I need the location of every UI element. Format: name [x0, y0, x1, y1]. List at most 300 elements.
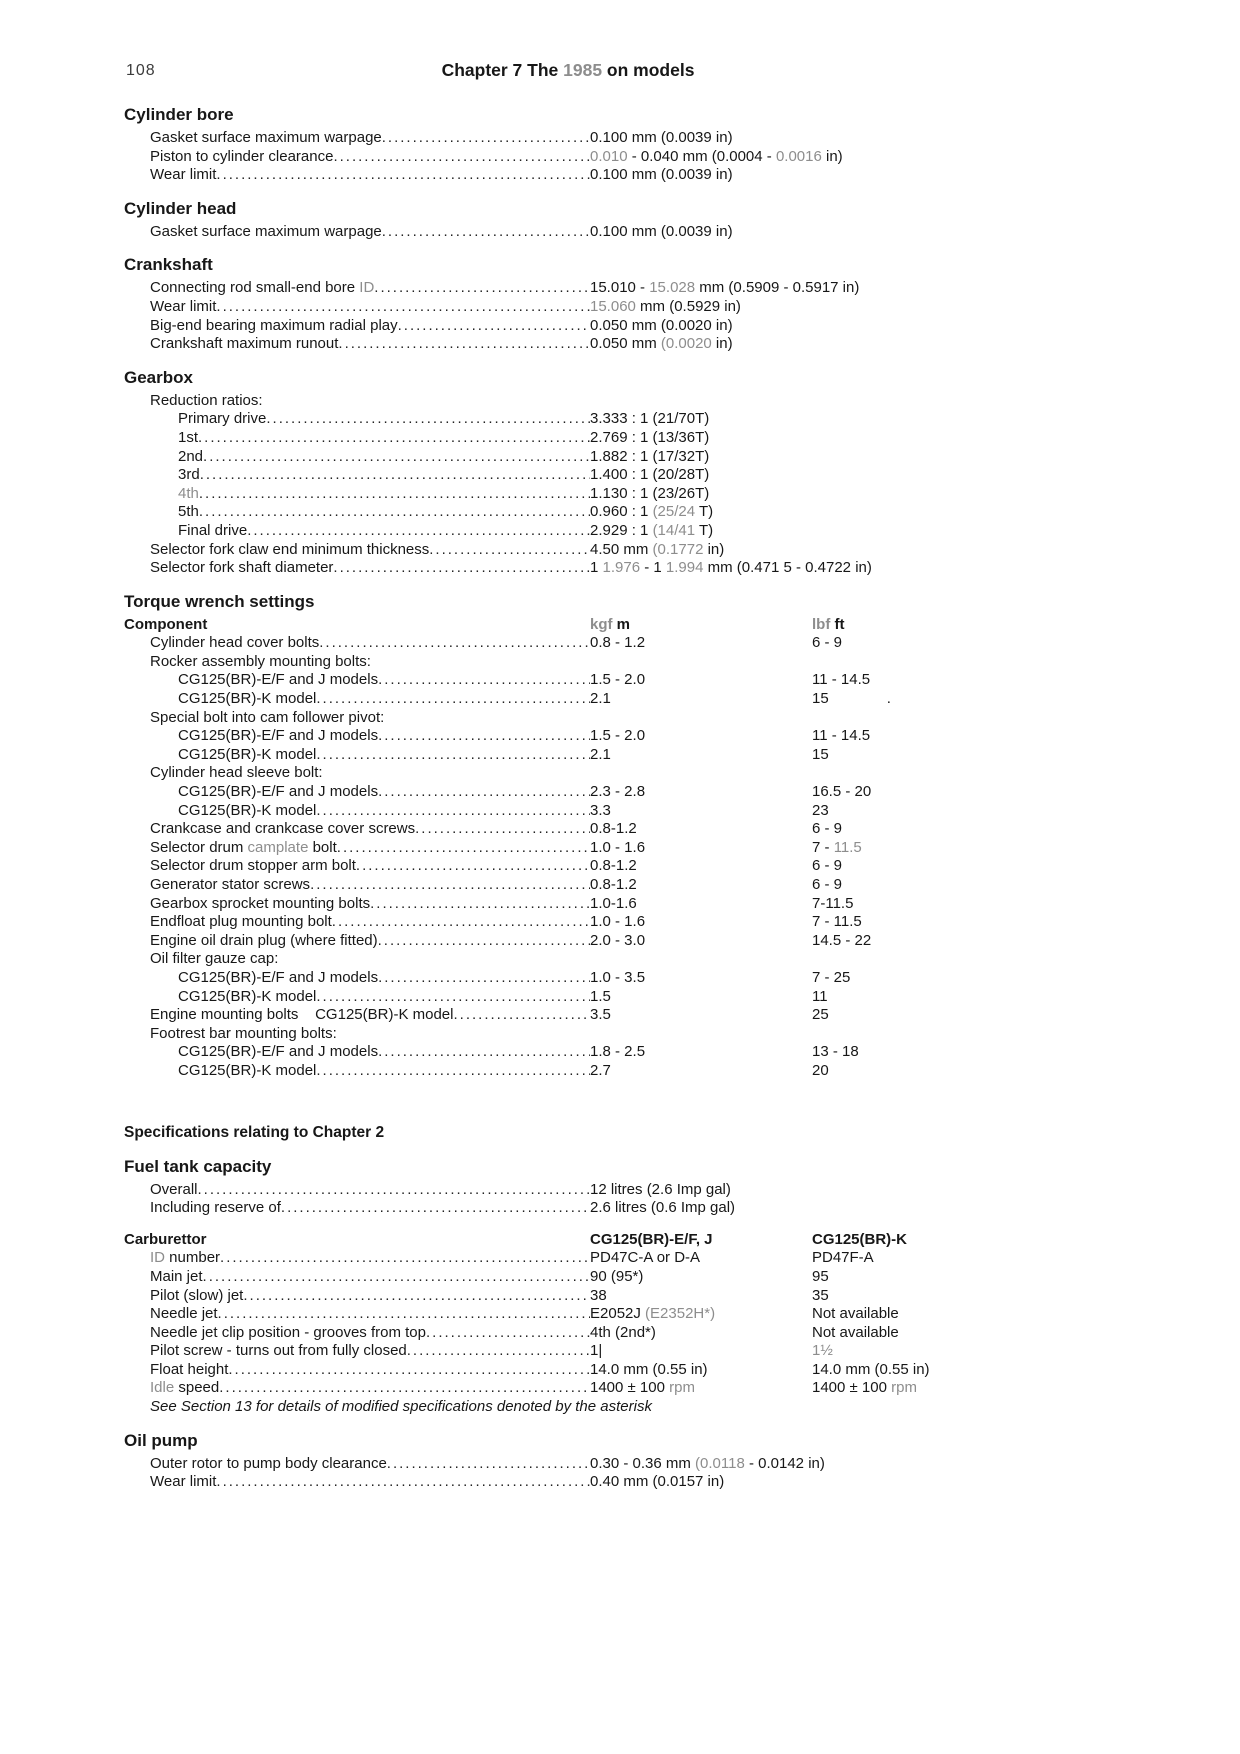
dot-leader	[316, 746, 590, 765]
text-segment: CG125(BR)-E/F and J models	[178, 968, 379, 986]
text-segment: 2.1	[590, 690, 611, 708]
dot-leader	[316, 802, 590, 821]
text-segment: T)	[695, 503, 714, 521]
spec-value-col2	[812, 690, 1120, 709]
spec-label	[178, 466, 200, 485]
dot-leader	[319, 634, 590, 653]
text-segment: Engine oil drain plug (where fitted)	[150, 931, 378, 949]
spec-value	[590, 279, 1120, 298]
dot-leader	[378, 783, 590, 802]
text-segment: (0.0020	[660, 335, 712, 353]
spec-value-col2	[812, 820, 1120, 839]
spec-value	[590, 1473, 1120, 1492]
dot-leader	[453, 1006, 590, 1025]
text-segment: speed	[174, 1379, 220, 1397]
text-segment: 3.333 : 1 (21/70T)	[590, 410, 710, 428]
text-segment: ID	[150, 1249, 165, 1267]
text-segment: Generator stator screws	[150, 876, 311, 893]
spec-label	[150, 764, 323, 783]
dot-leader	[216, 298, 590, 317]
spec-value	[590, 298, 1120, 317]
text-segment: bolt	[308, 838, 337, 856]
text-segment: 15	[812, 690, 829, 708]
text-segment: 1.0-1.6	[590, 894, 637, 912]
text-segment: Cylinder head sleeve bolt:	[150, 764, 323, 782]
spec-label	[150, 1361, 228, 1380]
dot-leader	[429, 541, 590, 560]
text-segment: Big-end bearing maximum radial play	[150, 316, 398, 334]
spec-value	[590, 1181, 1120, 1200]
spec-label	[150, 541, 429, 560]
spec-row	[124, 876, 1120, 895]
spec-value	[590, 129, 1120, 148]
spec-row	[124, 429, 1120, 448]
text-segment: 4.50 mm	[590, 540, 653, 558]
spec-label	[150, 913, 332, 932]
spec-row	[124, 839, 1120, 858]
spec-value-col1	[590, 1342, 812, 1361]
dot-leader	[218, 1305, 590, 1324]
text-segment: (25/24	[652, 503, 696, 521]
spec-row	[124, 1342, 1120, 1361]
spec-row	[124, 541, 1120, 560]
text-segment: 3rd	[178, 466, 200, 484]
spec-label	[150, 1342, 407, 1361]
text-segment: 1.5 - 2.0	[590, 727, 646, 745]
spec-label	[150, 298, 216, 317]
dot-leader	[333, 148, 590, 167]
spec-label	[150, 148, 333, 167]
text-segment: PD47F-A	[812, 1249, 874, 1267]
spec-value-col1	[590, 727, 812, 746]
spec-label	[150, 559, 333, 578]
spec-value	[590, 335, 1120, 354]
text-segment: 0.960 : 1	[590, 503, 653, 521]
text-segment: 3.5	[590, 1006, 611, 1024]
spec-value-col2	[812, 1305, 1120, 1324]
text-segment: 4th	[178, 484, 199, 502]
spec-value-col2	[812, 1361, 1120, 1380]
text-segment: 1400 ± 100	[590, 1379, 670, 1397]
dot-leader	[426, 1324, 590, 1343]
text-segment: Wear limit	[150, 1473, 217, 1491]
spec-row	[124, 802, 1120, 821]
spec-row	[124, 988, 1120, 1007]
spec-label	[178, 690, 316, 709]
text-segment: Main jet	[150, 1267, 203, 1285]
spec-value-col2	[812, 1249, 1120, 1268]
spec-label	[150, 335, 338, 354]
text-segment: Crankshaft maximum runout	[150, 335, 339, 353]
spec-value-col2	[812, 895, 1120, 914]
text-segment: 0.0016	[775, 147, 822, 165]
spec-row	[124, 1043, 1120, 1062]
text-segment: .	[886, 690, 891, 708]
text-segment: kgf	[590, 615, 613, 633]
spec-row	[124, 317, 1120, 336]
dot-leader	[378, 1043, 590, 1062]
spec-label	[124, 616, 207, 635]
spec-value-col2	[812, 1268, 1120, 1287]
spec-row	[124, 522, 1120, 541]
spec-row	[124, 1324, 1120, 1343]
spec-label	[150, 709, 384, 728]
text-segment: in)	[821, 147, 843, 165]
text-segment: Cylinder head cover bolts	[150, 634, 320, 652]
spec-value-col2	[812, 802, 1120, 821]
spec-value	[590, 466, 1120, 485]
section-heading: Cylinder head	[124, 198, 237, 218]
dot-leader	[281, 1199, 590, 1218]
dot-leader	[378, 727, 590, 746]
text-segment: 1.5	[590, 987, 611, 1005]
spec-value-col1	[590, 1231, 812, 1250]
text-segment: CG125(BR)-E/F, J	[590, 1230, 713, 1248]
text-segment: in)	[711, 335, 733, 353]
spec-row	[124, 148, 1120, 167]
spec-label	[150, 653, 371, 672]
spec-value	[590, 448, 1120, 467]
dot-leader	[337, 839, 590, 858]
spec-value-col1	[590, 616, 812, 635]
text-segment: ID	[359, 279, 375, 297]
text-segment: 0.050 mm	[590, 335, 661, 353]
dot-leader	[200, 466, 590, 485]
dot-leader	[378, 969, 590, 988]
text-segment: 13 - 18	[812, 1043, 859, 1061]
text-segment: 0.100 mm (0.0039 in)	[590, 222, 733, 240]
text-segment: 7 -	[812, 838, 834, 856]
spec-value-col1	[590, 746, 812, 765]
text-segment: 7 - 25	[812, 968, 851, 986]
spec-label	[150, 895, 370, 914]
text-segment: mm (0.471 5 - 0.4722 in)	[703, 559, 872, 577]
text-segment: 35	[812, 1286, 829, 1304]
text-segment: Pilot (slow) jet	[150, 1286, 244, 1304]
spec-label	[150, 1181, 198, 1200]
text-segment: 1.994	[665, 559, 704, 577]
text-segment: 6 - 9	[812, 634, 843, 652]
spec-value	[590, 223, 1120, 242]
spec-value-col2	[812, 1043, 1120, 1062]
text-segment: 6 - 9	[812, 876, 843, 893]
spec-value-col1	[590, 876, 812, 895]
text-segment: ft	[830, 615, 845, 633]
spec-label	[150, 950, 278, 969]
spec-row	[124, 1006, 1120, 1025]
spec-row	[124, 503, 1120, 522]
text-segment: Including reserve of	[150, 1199, 281, 1217]
text-segment: camplate	[247, 838, 309, 856]
text-segment: 11 - 14.5	[812, 671, 871, 689]
spec-row	[124, 1268, 1120, 1287]
spec-label	[150, 1006, 453, 1025]
dot-leader	[203, 1268, 590, 1287]
dot-leader	[220, 1249, 590, 1268]
spec-label	[178, 727, 378, 746]
text-segment: 14.0 mm (0.55 in)	[812, 1360, 930, 1378]
spec-row	[124, 298, 1120, 317]
spec-value-col1	[590, 895, 812, 914]
spec-value	[590, 1455, 1120, 1474]
spec-row	[124, 857, 1120, 876]
spec-label	[150, 634, 319, 653]
spec-label	[178, 410, 266, 429]
text-segment: m	[612, 615, 631, 633]
dot-leader	[338, 335, 590, 354]
spec-row	[124, 709, 1120, 728]
spec-value	[590, 485, 1120, 504]
text-segment: T)	[695, 521, 714, 539]
text-segment: 38	[590, 1286, 607, 1304]
spec-label	[150, 317, 398, 336]
spec-row	[124, 653, 1120, 672]
text-segment: 14.5 - 22	[812, 931, 872, 949]
spec-value-col2	[812, 876, 1120, 895]
spec-label	[124, 1231, 207, 1250]
text-segment: Idle	[150, 1379, 175, 1397]
text-segment: 2.7	[590, 1061, 611, 1079]
dot-leader	[316, 1062, 590, 1081]
spec-label	[150, 1025, 337, 1044]
spec-value-col1	[590, 802, 812, 821]
text-segment: Chapter 7 The	[441, 60, 564, 80]
spec-value-col2	[812, 1062, 1120, 1081]
spec-value-col2	[812, 634, 1120, 653]
spec-row	[124, 690, 1120, 709]
dot-leader	[316, 690, 590, 709]
spec-label	[178, 969, 378, 988]
text-segment: Engine mounting bolts CG125(BR)-K model	[150, 1006, 454, 1024]
dot-leader	[387, 1455, 590, 1474]
spec-label	[150, 820, 415, 839]
spec-value	[590, 522, 1120, 541]
text-segment: number	[165, 1249, 221, 1267]
text-segment: 90 (95*)	[590, 1267, 644, 1285]
text-segment: 2.6 litres (0.6 Imp gal)	[590, 1199, 736, 1217]
text-segment: Overall	[150, 1180, 198, 1198]
spec-row	[124, 485, 1120, 504]
spec-value-col1	[590, 1361, 812, 1380]
text-segment: 1985	[563, 60, 603, 80]
text-segment: Gasket surface maximum warpage	[150, 129, 382, 146]
section-heading: Gearbox	[124, 367, 193, 387]
text-segment: E2052J	[590, 1305, 646, 1323]
text-segment: 6 - 9	[812, 820, 843, 838]
spec-label	[150, 223, 382, 242]
text-segment: Footrest bar mounting bolts:	[150, 1024, 337, 1042]
text-segment: 0.40 mm (0.0157 in)	[590, 1473, 725, 1491]
dot-leader	[228, 1361, 590, 1380]
text-segment: 23	[812, 801, 829, 819]
dot-leader	[216, 166, 590, 185]
text-segment: 0.050 mm (0.0020 in)	[590, 316, 733, 334]
spec-value	[590, 559, 1120, 578]
text-segment: Not available	[812, 1305, 899, 1323]
text-segment: 1.0 - 3.5	[590, 968, 646, 986]
text-segment: 1|	[590, 1342, 603, 1360]
text-segment: 16.5 - 20	[812, 783, 872, 801]
text-segment: Crankcase and crankcase cover screws	[150, 820, 416, 838]
text-segment: mm (0.5929 in)	[635, 297, 741, 315]
spec-row	[124, 1455, 1120, 1474]
dot-leader	[247, 522, 590, 541]
text-segment: 1st	[178, 428, 199, 446]
text-segment: 1½	[812, 1342, 833, 1360]
text-segment: CG125(BR)-E/F and J models	[178, 783, 379, 801]
spec-value-col1	[590, 690, 812, 709]
text-segment: 12 litres (2.6 Imp gal)	[590, 1180, 731, 1198]
dot-leader	[398, 317, 590, 336]
manual-page	[124, 60, 1120, 1492]
dot-leader	[316, 988, 590, 1007]
text-segment: 11.5	[833, 838, 862, 856]
text-segment: Special bolt into cam follower pivot:	[150, 708, 385, 726]
spec-label	[150, 1305, 218, 1324]
spec-label	[178, 1062, 316, 1081]
spec-row	[124, 335, 1120, 354]
spec-value-col2	[812, 1287, 1120, 1306]
spec-label	[178, 783, 378, 802]
spec-label	[150, 392, 263, 411]
text-segment: Gearbox sprocket mounting bolts	[150, 894, 371, 912]
text-segment: 2nd	[178, 447, 204, 465]
spec-value-col2	[812, 1342, 1120, 1361]
dot-leader	[199, 485, 590, 504]
spec-value-col1	[590, 969, 812, 988]
section-oil-pump	[124, 1430, 1120, 1492]
text-segment: Oil filter gauze cap:	[150, 950, 279, 968]
spec-value-col1	[590, 1305, 812, 1324]
spec-value-col2	[812, 913, 1120, 932]
spec-label	[150, 1268, 203, 1287]
spec-sections	[124, 104, 1120, 1492]
text-segment: 25	[812, 1006, 829, 1024]
section-fuel-tank-capacity	[124, 1156, 1120, 1218]
text-segment: 0.100 mm (0.0039 in)	[590, 166, 733, 184]
text-segment: 15.060	[590, 297, 636, 315]
spec-value-col1	[590, 1268, 812, 1287]
spec-row	[124, 223, 1120, 242]
text-segment: 14.0 mm (0.55 in)	[590, 1360, 708, 1378]
text-segment: 0.8-1.2	[590, 876, 637, 893]
text-segment: Not available	[812, 1323, 899, 1341]
spec-value-col2	[812, 932, 1120, 951]
text-segment: Selector fork shaft diameter	[150, 559, 334, 577]
spec-value-col1	[590, 783, 812, 802]
page-header	[124, 60, 1120, 86]
text-segment: 1.8 - 2.5	[590, 1043, 646, 1061]
spec-value-col1	[590, 1324, 812, 1343]
spec-value-col1	[590, 634, 812, 653]
text-segment: CG125(BR)-E/F and J models	[178, 1043, 379, 1061]
spec-label	[178, 503, 199, 522]
text-segment: CG125(BR)-K	[812, 1230, 908, 1248]
spec-value-col1	[590, 1062, 812, 1081]
text-segment: CG125(BR)-E/F and J models	[178, 671, 379, 689]
text-segment: 0.100 mm (0.0039 in)	[590, 129, 733, 146]
column-header-row	[124, 616, 1120, 635]
spec-row	[124, 1181, 1120, 1200]
spec-value-col1	[590, 932, 812, 951]
spec-label	[178, 1043, 378, 1062]
spec-row	[124, 727, 1120, 746]
dot-leader	[198, 429, 590, 448]
dot-leader	[378, 932, 590, 951]
spec-label	[150, 857, 356, 876]
spec-row	[124, 1025, 1120, 1044]
text-segment: Gasket surface maximum warpage	[150, 222, 382, 240]
dot-leader	[378, 671, 590, 690]
spec-label	[150, 1379, 219, 1398]
text-segment: 1.0 - 1.6	[590, 838, 646, 856]
spec-row	[124, 166, 1120, 185]
dot-leader	[216, 1473, 590, 1492]
spec-value-col1	[590, 1006, 812, 1025]
spec-value-col2	[812, 746, 1120, 765]
spec-label	[178, 522, 247, 541]
spec-row	[124, 448, 1120, 467]
spec-value-col1	[590, 839, 812, 858]
spec-row	[124, 1305, 1120, 1324]
text-segment: 1	[590, 559, 603, 577]
spec-row	[124, 279, 1120, 298]
text-segment: 20	[812, 1061, 829, 1079]
spec-row	[124, 466, 1120, 485]
dot-leader	[219, 1379, 590, 1398]
text-segment: 1.976	[602, 559, 641, 577]
text-segment: 0.8-1.2	[590, 857, 637, 875]
spec-value-col2	[812, 857, 1120, 876]
spec-value-col2	[812, 727, 1120, 746]
text-segment: Float height	[150, 1360, 229, 1378]
spec-label	[150, 1324, 426, 1343]
spec-value-col1	[590, 1287, 812, 1306]
spec-value	[590, 410, 1120, 429]
spec-row	[124, 746, 1120, 765]
text-segment: CG125(BR)-K model	[178, 1061, 317, 1079]
section-footnote	[124, 1398, 1120, 1417]
text-segment: Wear limit	[150, 297, 217, 315]
spec-label	[150, 1199, 281, 1218]
spec-row	[124, 764, 1120, 783]
dot-leader	[382, 129, 590, 148]
dot-leader	[356, 857, 590, 876]
text-segment: 15.010 -	[590, 279, 650, 297]
spec-value-col1	[590, 1043, 812, 1062]
dot-leader	[333, 559, 590, 578]
dot-leader	[266, 410, 590, 429]
text-segment: See Section 13 for details of modified specifications denoted by the asterisk	[150, 1398, 652, 1416]
text-segment: 1.0 - 1.6	[590, 913, 646, 931]
dot-leader	[370, 895, 590, 914]
text-segment: CG125(BR)-K model	[178, 801, 317, 819]
text-segment: 6 - 9	[812, 857, 843, 875]
section-heading-small: Specifications relating to Chapter 2	[124, 1123, 385, 1141]
spec-row	[124, 1062, 1120, 1081]
dot-leader	[310, 876, 590, 895]
text-segment: Connecting rod small-end bore	[150, 279, 360, 297]
text-segment: 1.5 - 2.0	[590, 671, 646, 689]
text-segment: 2.929 : 1	[590, 521, 653, 539]
spec-label	[178, 429, 198, 448]
spec-row	[124, 1287, 1120, 1306]
dot-leader	[407, 1342, 590, 1361]
spec-value-col2	[812, 988, 1120, 1007]
text-segment: 0.8-1.2	[590, 820, 637, 838]
text-segment: 3.3	[590, 801, 611, 819]
text-segment: 15	[812, 745, 829, 763]
